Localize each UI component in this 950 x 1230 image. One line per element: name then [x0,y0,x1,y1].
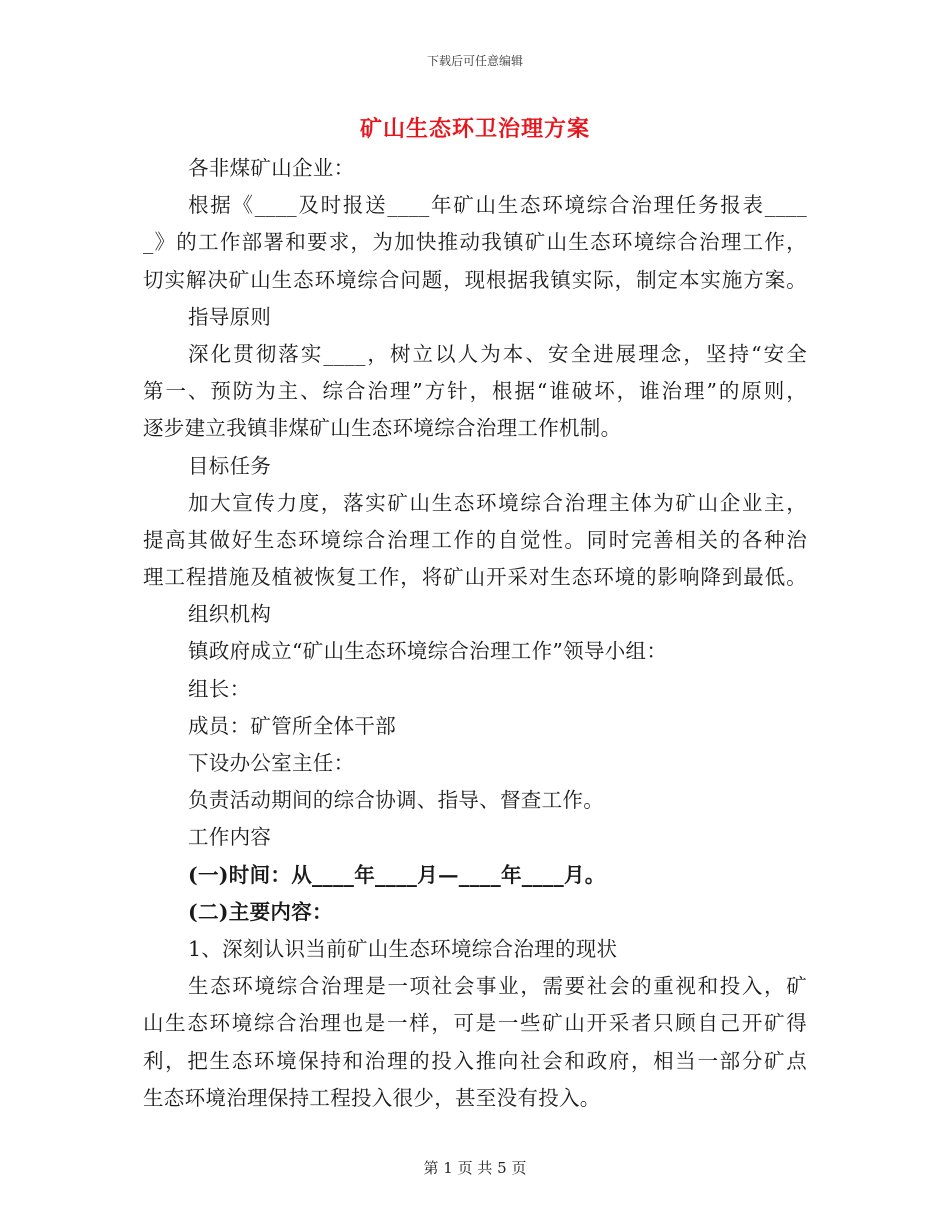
document-title: 矿山生态环卫治理方案 [359,116,590,142]
paragraph-line: 成员：矿管所全体干部 [188,713,396,738]
header-note: 下载后可任意编辑 [426,54,523,68]
paragraph-line: 生态环境治理保持工程投入很少，甚至没有投入。 [143,1085,601,1110]
page-number: 第 1 页 共 5 页 [423,1159,527,1177]
bold-subheading: (一)时间：从____年____月—____年____月。 [188,862,606,887]
bold-subheading: (二)主要内容： [188,899,333,924]
paragraph-line: 生态环境综合治理是一项社会事业，需要社会的重视和投入，矿 [188,974,807,999]
section-heading: 目标任务 [188,453,272,478]
section-heading: 组织机构 [188,602,272,627]
paragraph-line: 负责活动期间的综合协调、指导、督查工作。 [188,788,604,813]
paragraph-line: 利，把生态环境保持和治理的投入推向社会和政府，相当一部分矿点 [143,1048,807,1073]
paragraph-line: 第一、预防为主、综合治理”方针，根据“谁破坏，谁治理”的原则， [143,379,807,404]
section-heading: 工作内容 [188,825,272,850]
paragraph-line: 理工程措施及植被恢复工作，将矿山开采对生态环境的影响降到最低。 [143,565,807,590]
section-heading: 指导原则 [188,304,272,329]
salutation: 各非煤矿山企业： [188,156,355,180]
paragraph-line: 切实解决矿山生态环境综合问题，现根据我镇实际，制定本实施方案。 [143,267,807,292]
paragraph-line: 山生态环境综合治理也是一样，可是一些矿山开采者只顾自己开矿得 [143,1011,807,1036]
paragraph-line: 加大宣传力度，落实矿山生态环境综合治理主体为矿山企业主， [188,490,807,515]
numbered-item: 1、深刻认识当前矿山生态环境综合治理的现状 [188,936,618,961]
paragraph-line: 组长： [188,676,251,701]
paragraph-line: 深化贯彻落实____，树立以人为本、安全进展理念，坚持“安全 [188,341,807,366]
paragraph-line: 下设办公室主任： [188,751,355,775]
paragraph-line: 逐步建立我镇非煤矿山生态环境综合治理工作机制。 [143,416,622,441]
paragraph-line: 根据《____及时报送____年矿山生态环境综合治理任务报表____ [188,193,807,218]
paragraph-line: 镇政府成立“矿山生态环境综合治理工作”领导小组： [188,639,668,664]
document-body [143,150,807,1117]
paragraph-line: _》的工作部署和要求，为加快推动我镇矿山生态环境综合治理工作， [143,230,807,255]
paragraph-line: 提高其做好生态环境综合治理工作的自觉性。同时完善相关的各种治 [143,527,807,552]
